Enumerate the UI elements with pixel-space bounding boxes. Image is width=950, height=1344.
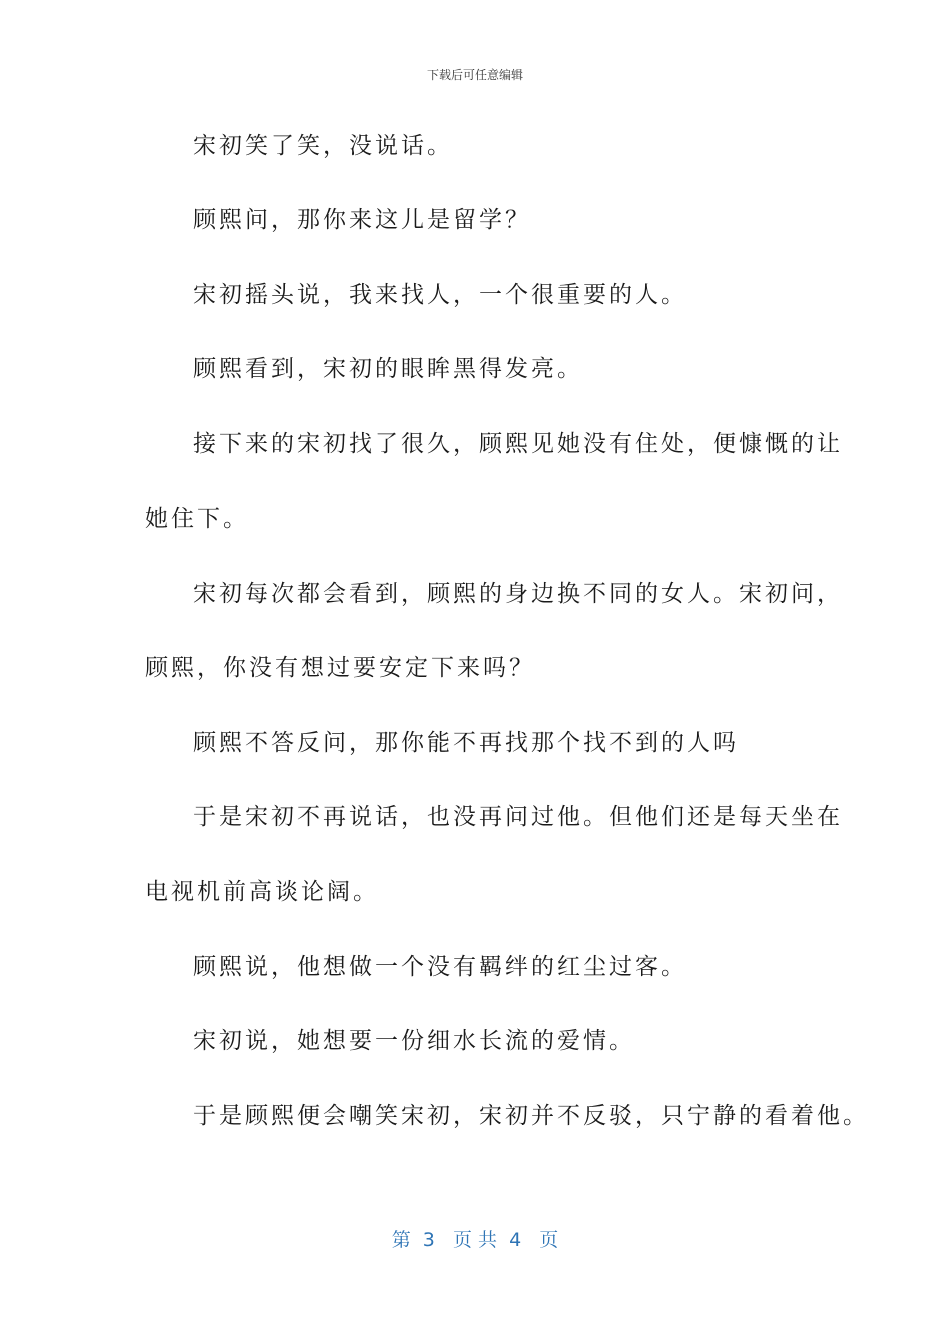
paragraph-line: 顾熙不答反问，那你能不再找那个找不到的人吗 (193, 730, 739, 756)
paragraph-line: 宋初说，她想要一份细水长流的爱情。 (193, 1028, 635, 1054)
page-header-note: 下载后可任意编辑 (426, 68, 523, 82)
paragraph-line: 于是宋初不再说话，也没再问过他。但他们还是每天坐在 (193, 804, 843, 830)
page-number-footer: 第 3 页 共 4 页 (391, 1229, 559, 1251)
paragraph-line: 接下来的宋初找了很久，顾熙见她没有住处，便慷慨的让 (193, 431, 843, 457)
paragraph-line: 顾熙说，他想做一个没有羁绊的红尘过客。 (193, 954, 687, 980)
paragraph-line: 电视机前高谈论阔。 (145, 879, 379, 905)
paragraph-line: 顾熙，你没有想过要安定下来吗？ (145, 655, 535, 681)
paragraph-line: 宋初摇头说，我来找人，一个很重要的人。 (193, 282, 687, 308)
paragraph-line: 顾熙问，那你来这儿是留学？ (193, 207, 531, 233)
paragraph-line: 顾熙看到，宋初的眼眸黑得发亮。 (193, 356, 583, 382)
paragraph-line: 宋初每次都会看到，顾熙的身边换不同的女人。宋初问， (193, 581, 843, 607)
paragraph-line: 于是顾熙便会嘲笑宋初，宋初并不反驳，只宁静的看着他。 (193, 1103, 869, 1129)
paragraph-line: 宋初笑了笑，没说话。 (193, 133, 453, 159)
paragraph-line: 她住下。 (145, 506, 249, 532)
